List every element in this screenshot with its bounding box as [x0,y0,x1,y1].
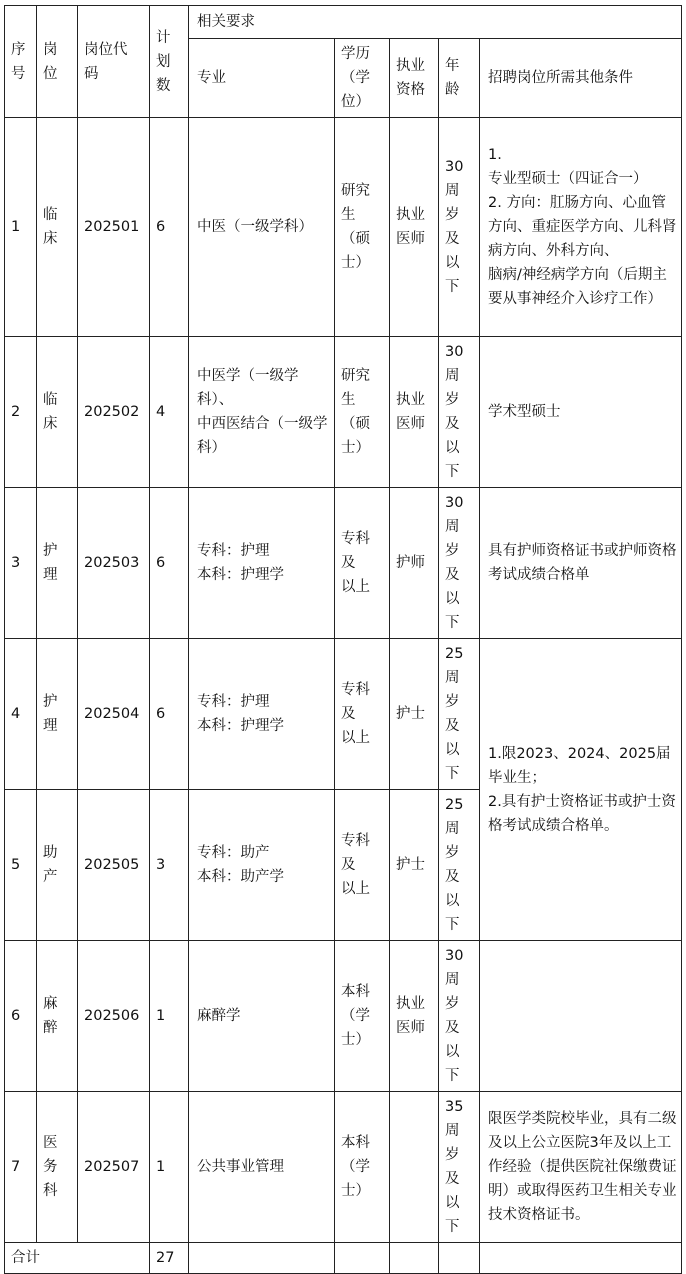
cell-education: 专科 及 以上 [335,488,390,639]
cell-post: 临 床 [37,118,78,337]
total-plan: 27 [150,1243,189,1274]
header-other-conditions: 招聘岗位所需其他条件 [480,39,682,118]
cell-post: 护 理 [37,639,78,790]
table-row [5,337,682,488]
cell-code: 202504 [78,639,150,790]
cell-major: 专科：护理 本科：护理学 [189,639,335,790]
table-row [5,941,682,1092]
cell-seq: 2 [5,337,37,488]
total-empty-cell [189,1243,335,1274]
table-row [5,118,682,337]
cell-other-conditions: 学术型硕士 [480,337,682,488]
cell-major: 专科：护理 本科：护理学 [189,488,335,639]
header-education: 学历 （学 位） [335,39,390,118]
header-code: 岗位代 码 [78,6,150,118]
cell-age: 30 周 岁 及 以 下 [439,118,480,337]
cell-age: 30 周 岁 及 以 下 [439,337,480,488]
cell-code: 202507 [78,1092,150,1243]
cell-post: 临 床 [37,337,78,488]
cell-major: 中医学（一级学科）、 中西医结合（一级学科） [189,337,335,488]
cell-license: 执业 医师 [390,337,439,488]
total-empty-cell [390,1243,439,1274]
recruitment-table [4,5,682,1274]
cell-plan: 6 [150,118,189,337]
cell-major: 公共事业管理 [189,1092,335,1243]
cell-education: 专科 及 以上 [335,639,390,790]
cell-seq: 6 [5,941,37,1092]
cell-code: 202503 [78,488,150,639]
cell-post: 医 务 科 [37,1092,78,1243]
cell-seq: 4 [5,639,37,790]
cell-other-conditions: 限医学类院校毕业，具有二级及以上公立医院3年及以上工作经验（提供医院社保缴费证明）或取得医药卫生相关专业技术资格证书。 [480,1092,682,1243]
cell-code: 202506 [78,941,150,1092]
cell-plan: 1 [150,941,189,1092]
cell-seq: 7 [5,1092,37,1243]
cell-age: 25 周 岁 及 以 下 [439,639,480,790]
header-seq: 序 号 [5,6,37,118]
cell-post: 麻 醉 [37,941,78,1092]
cell-education: 研究 生 （硕 士） [335,337,390,488]
total-empty-cell [439,1243,480,1274]
header-license: 执业 资格 [390,39,439,118]
cell-license: 护士 [390,790,439,941]
cell-license: 护士 [390,639,439,790]
cell-post: 助 产 [37,790,78,941]
cell-other-conditions [480,941,682,1092]
cell-seq: 5 [5,790,37,941]
cell-other-conditions: 1. 专业型硕士（四证合一） 2. 方向：肛肠方向、心血管方向、重症医学方向、儿科肾病方向、外科方向、 脑病/神经病学方向（后期主要从事神经介入诊疗工作） [480,118,682,337]
cell-age: 30 周 岁 及 以 下 [439,488,480,639]
cell-education: 研究 生 （硕 士） [335,118,390,337]
total-empty-cell [335,1243,390,1274]
cell-education: 本科 （学 士） [335,941,390,1092]
cell-education: 本科 （学 士） [335,1092,390,1243]
cell-code: 202501 [78,118,150,337]
header-major: 专业 [189,39,335,118]
cell-license [390,1092,439,1243]
total-row [5,1243,682,1274]
cell-post: 护 理 [37,488,78,639]
cell-major: 专科：助产 本科：助产学 [189,790,335,941]
cell-seq: 1 [5,118,37,337]
cell-code: 202502 [78,337,150,488]
cell-education: 专科 及 以上 [335,790,390,941]
cell-major: 中医（一级学科） [189,118,335,337]
cell-plan: 3 [150,790,189,941]
cell-age: 35 周 岁 及 以 下 [439,1092,480,1243]
total-label: 合计 [5,1243,150,1274]
cell-other-conditions: 具有护师资格证书或护师资格考试成绩合格单 [480,488,682,639]
table-row [5,488,682,639]
cell-age: 30 周 岁 及 以 下 [439,941,480,1092]
cell-seq: 3 [5,488,37,639]
cell-plan: 4 [150,337,189,488]
cell-license: 执业 医师 [390,941,439,1092]
header-age: 年 龄 [439,39,480,118]
table-row [5,1092,682,1243]
cell-plan: 1 [150,1092,189,1243]
cell-other-conditions: 1.限2023、2024、2025届毕业生； 2.具有护士资格证书或护士资格考试成绩合格单。 [480,639,682,941]
total-empty-cell [480,1243,682,1274]
header-plan: 计 划 数 [150,6,189,118]
cell-major: 麻醉学 [189,941,335,1092]
cell-license: 护师 [390,488,439,639]
header-row-1 [5,6,682,39]
table-row [5,639,682,790]
cell-license: 执业 医师 [390,118,439,337]
header-related-requirements: 相关要求 [189,6,682,39]
cell-age: 25 周 岁 及 以 下 [439,790,480,941]
cell-plan: 6 [150,639,189,790]
cell-code: 202505 [78,790,150,941]
cell-plan: 6 [150,488,189,639]
header-post: 岗 位 [37,6,78,118]
